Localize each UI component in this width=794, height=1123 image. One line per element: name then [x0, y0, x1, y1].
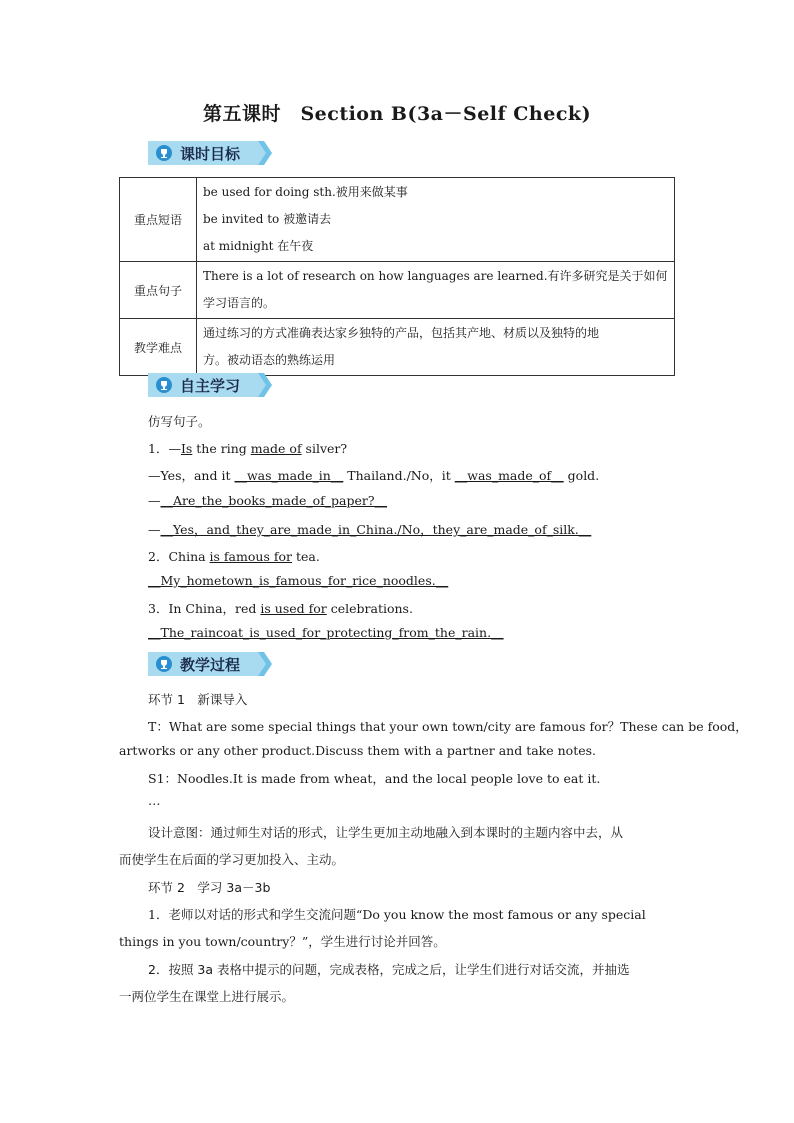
table-row: [120, 178, 675, 262]
trophy-icon: [156, 656, 172, 672]
row-content: [197, 262, 675, 319]
section-banner-self-study: [148, 373, 272, 397]
phrase-line: be used for doing sth.被用来做某事: [203, 185, 408, 199]
phrase-line: at midnight 在午夜: [203, 239, 314, 253]
paragraph-line: S1：Noodles.It is made from wheat，and the local people love to eat it.: [148, 771, 601, 786]
phrase-line: be invited to 被邀请去: [203, 212, 332, 226]
paragraph-line: 设计意图：通过师生对话的形式，让学生更加主动地融入到本课时的主题内容中去，从: [148, 825, 624, 840]
answer-line: —__Yes，and_they_are_made_in_China./No，they_are_made_of_silk.__: [148, 522, 592, 537]
row-header: 教学难点: [120, 319, 197, 376]
table-row: [120, 319, 675, 376]
exercise-line: 3．In China，red is used for celebrations.: [148, 601, 413, 616]
answer-line: __My_hometown_is_famous_for_rice_noodles.__: [148, 573, 449, 588]
paragraph-line: 一两位学生在课堂上进行展示。: [119, 989, 295, 1004]
paragraph-line: …: [148, 793, 161, 808]
banner-label: 教学过程: [180, 656, 241, 674]
section-banner-goals: [148, 141, 272, 165]
paragraph-line: T：What are some special things that your own town/city are famous for？These can be food，: [148, 719, 748, 734]
paragraph-line: 1．老师以对话的形式和学生交流问题“Do you know the most famous or any special: [148, 907, 646, 922]
row-header: 重点短语: [120, 178, 197, 262]
section-banner-process: [148, 652, 272, 676]
banner-label: 自主学习: [180, 377, 241, 395]
answer-line: __The_raincoat_is_used_for_protecting_from_the_rain.__: [148, 625, 504, 640]
paragraph-line: artworks or any other product.Discuss them with a partner and take notes.: [119, 743, 597, 758]
paragraph-line: things in you town/country？”，学生进行讨论并回答。: [119, 934, 446, 949]
answer-line: —__Are_the_books_made_of_paper?__: [148, 493, 388, 508]
paragraph-line: 2．按照 3a 表格中提示的问题，完成表格，完成之后，让学生们进行对话交流，并抽选: [148, 962, 630, 977]
banner-label: 课时目标: [180, 145, 241, 163]
row-content: [197, 319, 675, 376]
row-content: [197, 178, 675, 262]
sentence-line: 学习语言的。: [203, 296, 276, 310]
difficulty-line: 方。被动语态的熟练运用: [203, 353, 336, 367]
step-heading: 环节 2 学习 3a－3b: [148, 880, 271, 895]
table-row: [120, 262, 675, 319]
step-heading: 环节 1 新课导入: [148, 692, 248, 707]
row-header: 重点句子: [120, 262, 197, 319]
exercise-intro: 仿写句子。: [148, 414, 211, 429]
exercise-line: —Yes，and it __was_made_in__ Thailand./No，it __was_made_of__ gold.: [148, 468, 600, 483]
trophy-icon: [156, 377, 172, 393]
goals-table: [119, 177, 675, 376]
page-title: 第五课时 Section B(3a－Self Check): [202, 103, 592, 125]
exercise-line: 2．China is famous for tea.: [148, 549, 320, 564]
trophy-icon: [156, 145, 172, 161]
difficulty-line: 通过练习的方式准确表达家乡独特的产品，包括其产地、材质以及独特的地: [203, 326, 600, 340]
sentence-line: There is a lot of research on how languages are learned.有许多研究是关于如何: [203, 269, 668, 283]
exercise-line: 1．—Is the ring made of silver?: [148, 441, 348, 456]
paragraph-line: 而使学生在后面的学习更加投入、主动。: [119, 852, 345, 867]
